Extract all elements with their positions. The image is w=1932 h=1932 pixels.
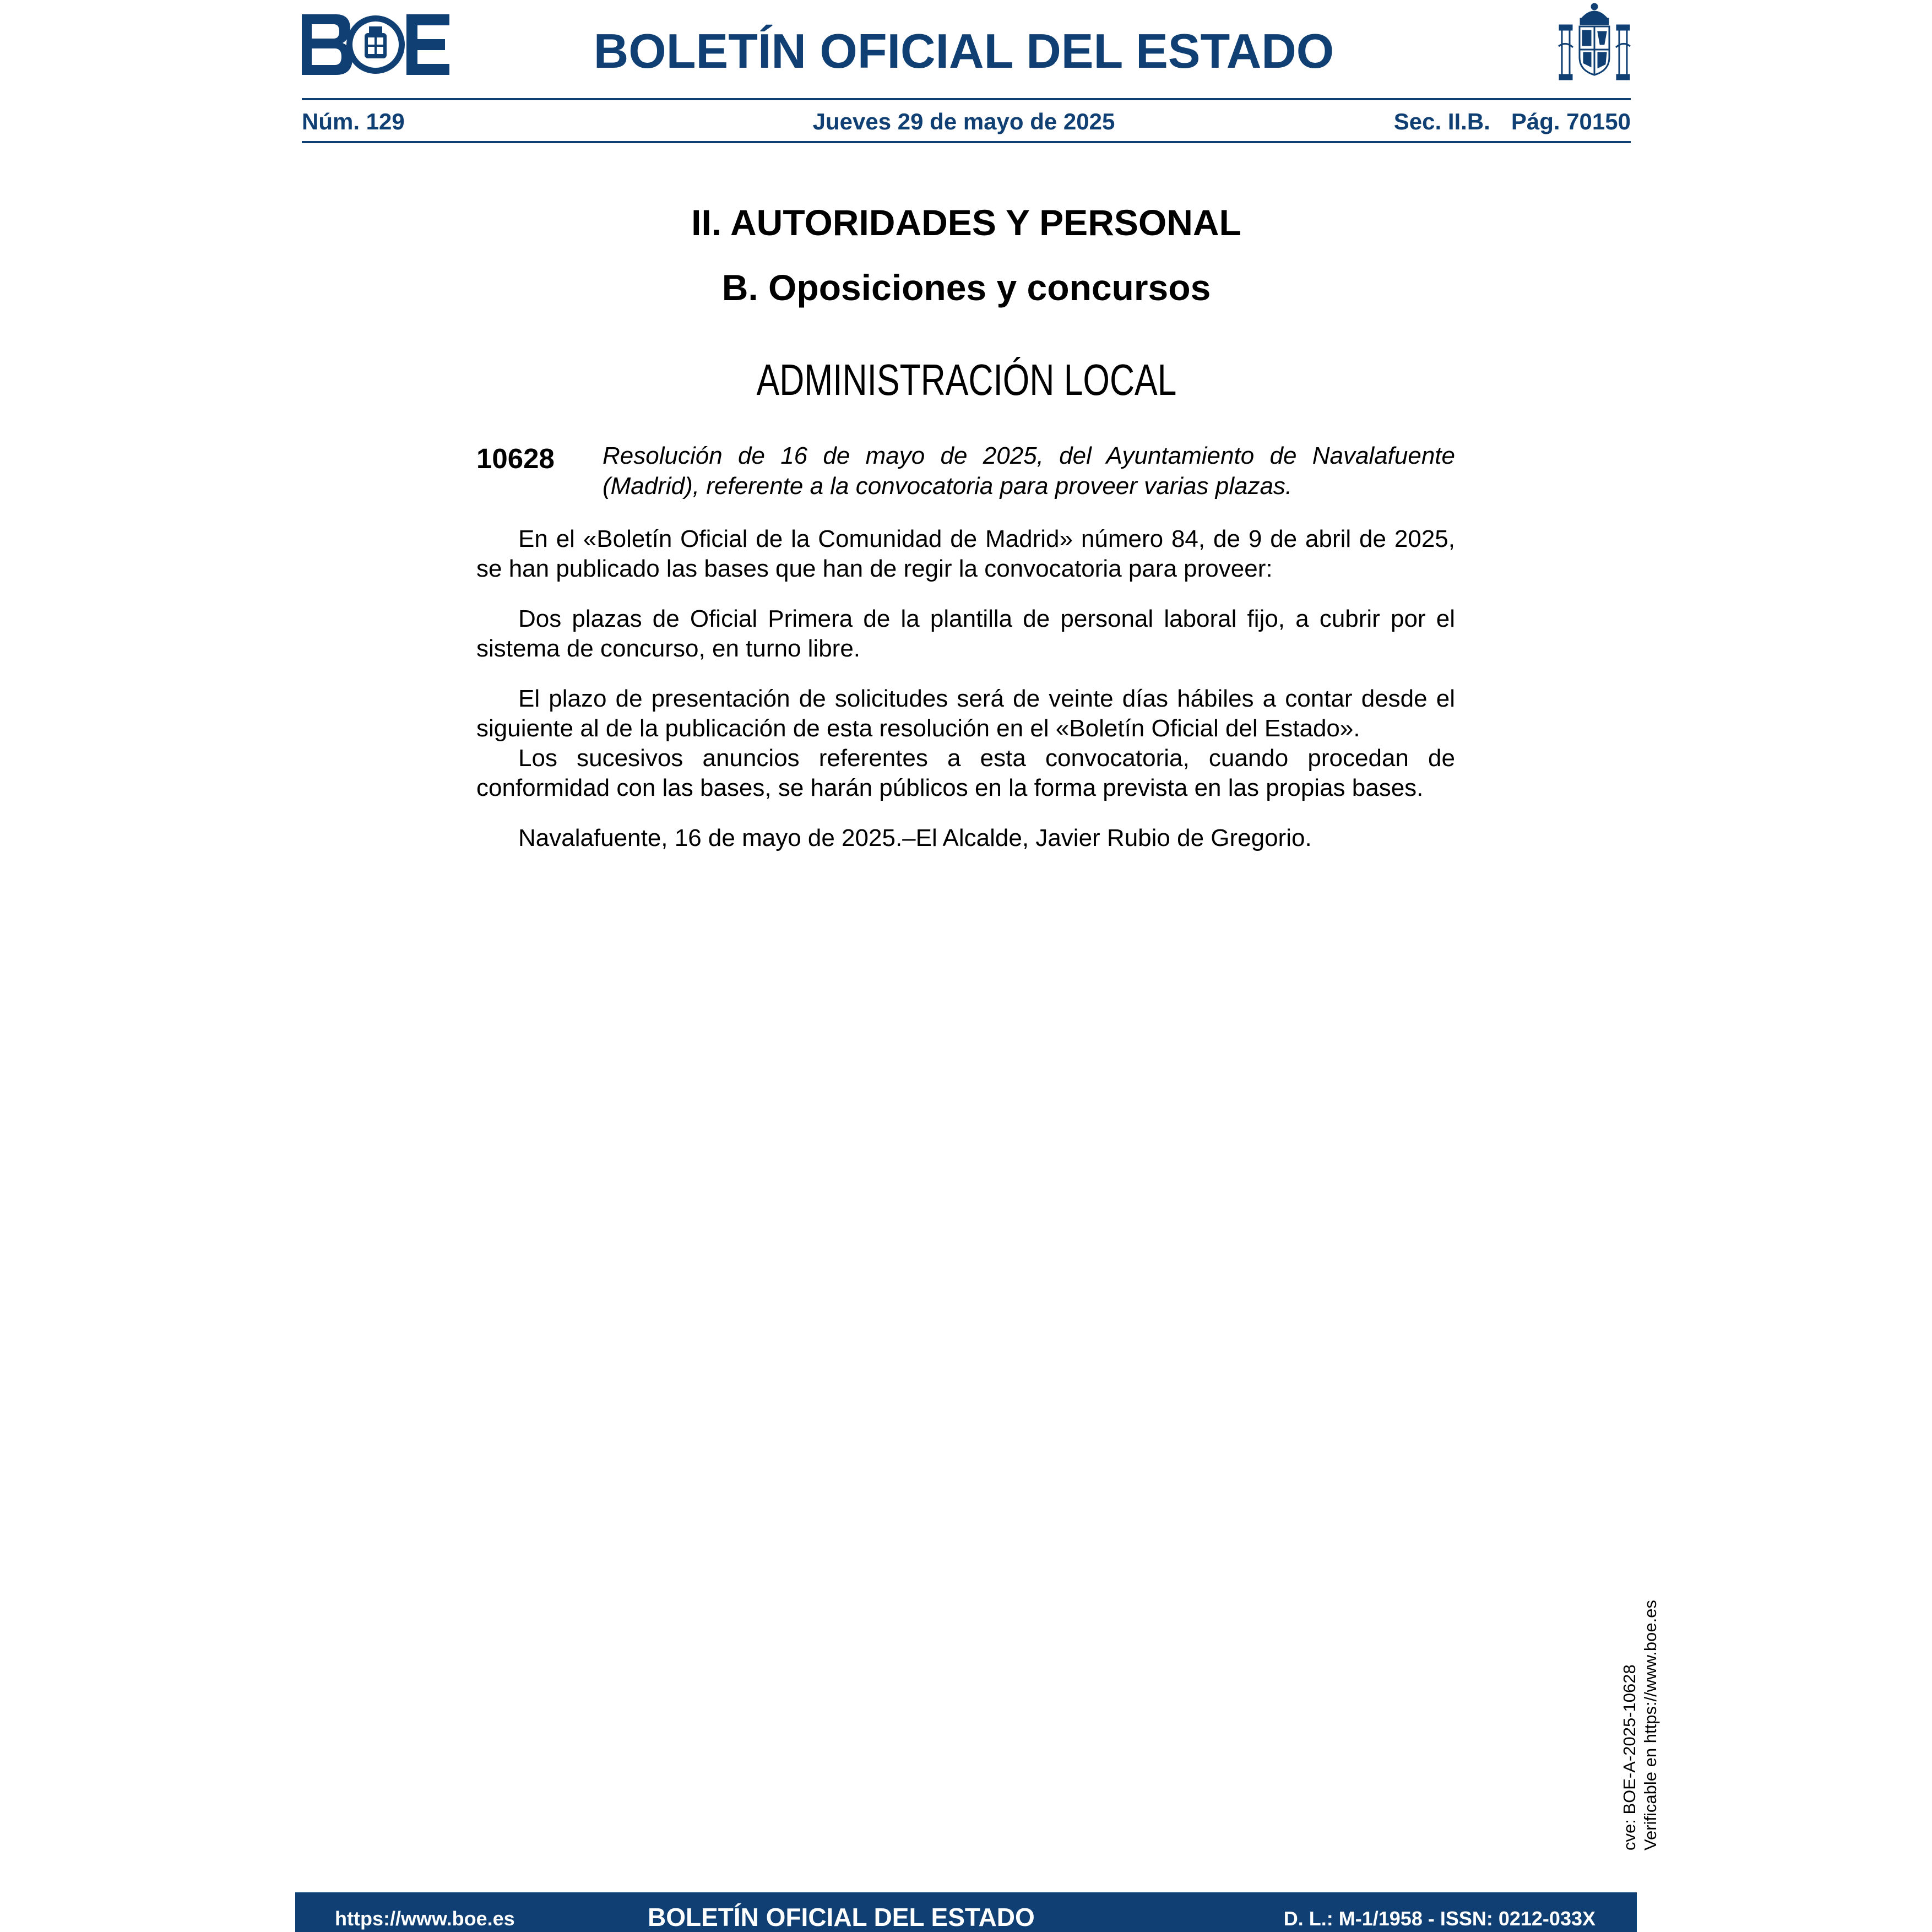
administration-title-text: ADMINISTRACIÓN LOCAL	[756, 355, 1176, 404]
document-heading: Resolución de 16 de mayo de 2025, del Ayuntamiento de Navalafuente (Madrid), referente a la convocatoria para proveer varias plazas.	[603, 442, 1455, 500]
coat-of-arms-icon	[1557, 2, 1631, 84]
footer-bar	[295, 1892, 1637, 1932]
section-page-info	[1394, 108, 1631, 135]
cve-code: cve: BOE-A-2025-10628	[1620, 1664, 1639, 1850]
paragraph: Los sucesivos anuncios referentes a esta convocatoria, cuando procedan de conformidad con las bases, se harán públicos en la forma prevista en las propias bases.	[476, 745, 1455, 801]
issue-number: Núm. 129	[302, 108, 405, 134]
paragraph: En el «Boletín Oficial de la Comunidad de Madrid» número 84, de 9 de abril de 2025, se han publicado las bases que han de regir la convocatoria para proveer:	[476, 525, 1455, 582]
document-number: 10628	[476, 443, 555, 474]
header-rule-top	[302, 98, 1631, 100]
footer-title: BOLETÍN OFICIAL DEL ESTADO	[648, 1903, 1035, 1931]
verification-sidebar	[1619, 1600, 1661, 1850]
subsection-title: B. Oposiciones y concursos	[721, 267, 1211, 308]
footer-issn: D. L.: M-1/1958 - ISSN: 0212-033X	[1283, 1907, 1595, 1930]
paragraph: El plazo de presentación de solicitudes será de veinte días hábiles a contar desde el siguiente al de la publicación de esta resolución en el «Boletín Oficial del Estado».	[476, 685, 1455, 742]
footer-url-link[interactable]: https://www.boe.es	[335, 1907, 515, 1930]
bulletin-title: BOLETÍN OFICIAL DEL ESTADO	[593, 24, 1334, 78]
boe-logo	[302, 14, 449, 75]
header-rule-bottom	[302, 141, 1631, 143]
section-title: II. AUTORIDADES Y PERSONAL	[691, 202, 1241, 243]
paragraph: Dos plazas de Oficial Primera de la plantilla de personal laboral fijo, a cubrir por el sistema de concurso, en turno libre.	[476, 605, 1455, 662]
page-number: Pág. 70150	[1511, 108, 1631, 134]
issue-date: Jueves 29 de mayo de 2025	[812, 108, 1115, 134]
administration-title	[302, 352, 1631, 408]
verification-link[interactable]: Verificable en https://www.boe.es	[1641, 1600, 1660, 1850]
section-code: Sec. II.B.	[1393, 108, 1490, 134]
signature-paragraph: Navalafuente, 16 de mayo de 2025.–El Alcalde, Javier Rubio de Gregorio.	[518, 824, 1312, 851]
